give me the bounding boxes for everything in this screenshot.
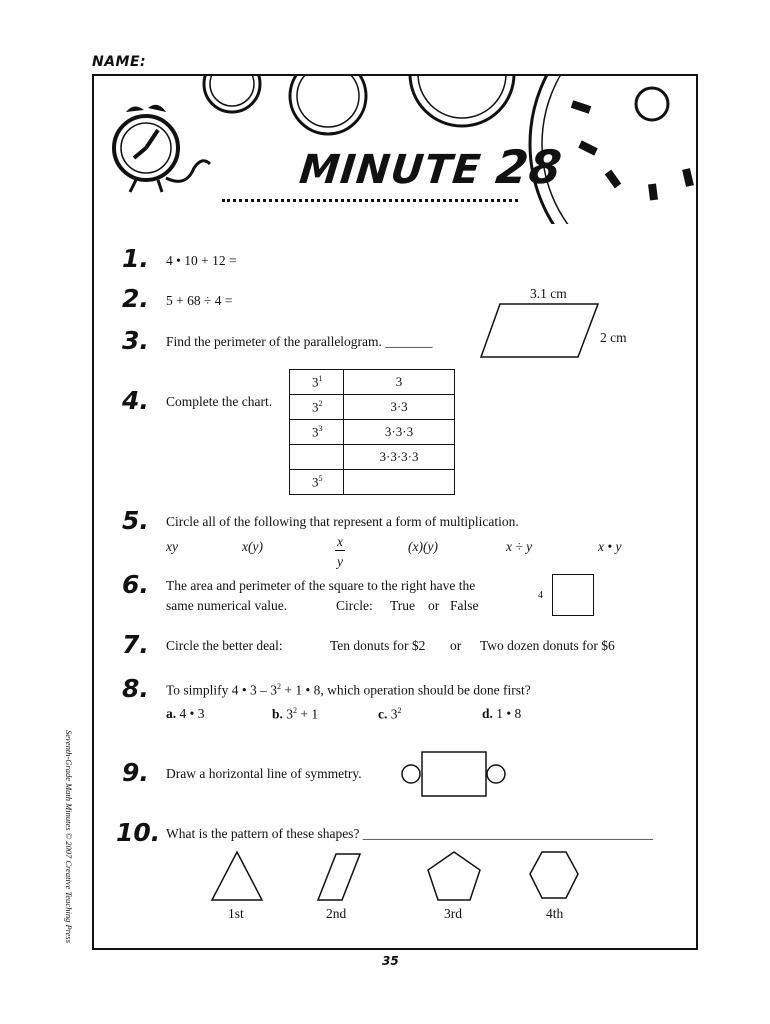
shape-label-3: 3rd [444, 906, 462, 921]
question-6-text: The area and perimeter of the square to the right have the [166, 578, 476, 593]
or-label: or [428, 598, 440, 613]
chart-row [290, 370, 455, 395]
option-x-dot-y[interactable]: x • y [598, 539, 622, 554]
false-option[interactable]: False [450, 598, 479, 613]
question-8-exponent: 2 [277, 682, 282, 691]
choice-d[interactable] [482, 706, 521, 722]
chart-expanded-cell[interactable]: 3 [344, 370, 455, 395]
chart-base: 3 [312, 399, 319, 415]
chart-exponent: 1 [318, 373, 323, 383]
choice-text: 3 [286, 706, 294, 722]
powers-chart [289, 369, 455, 495]
square-side-label: 4 [538, 590, 543, 601]
option-xy[interactable]: xy [166, 539, 178, 554]
symmetry-shape[interactable] [398, 748, 510, 800]
question-number-5: 5. [122, 506, 149, 535]
question-number-2: 2. [122, 284, 149, 313]
choice-exponent: 2 [293, 706, 298, 715]
question-number-10: 10. [116, 818, 161, 847]
or-label: or [450, 638, 462, 653]
chart-expanded-cell[interactable]: 3·3 [344, 395, 455, 420]
question-number-1: 1. [122, 244, 149, 273]
question-4-text: Complete the chart. [166, 394, 273, 409]
chart-row [290, 445, 455, 470]
choice-c[interactable] [378, 706, 402, 723]
chart-expanded-cell[interactable]: 3·3·3 [344, 420, 455, 445]
chart-row [290, 420, 455, 445]
choice-text: 4 • 3 [179, 706, 205, 721]
title-underline [222, 199, 518, 202]
title-number: 28 [493, 140, 566, 194]
chart-power-cell[interactable] [290, 445, 344, 470]
hexagon-shape [530, 852, 578, 898]
pentagon-shape [428, 852, 480, 900]
chart-power-cell[interactable] [290, 420, 344, 445]
parallelogram-shape-2 [318, 854, 360, 900]
question-number-9: 9. [122, 758, 149, 787]
chart-power-cell[interactable] [290, 470, 344, 495]
circle-label: Circle: [336, 598, 373, 613]
option-x-paren-y[interactable]: x(y) [242, 539, 263, 554]
choice-exponent: 2 [397, 706, 402, 715]
question-7-text: Circle the better deal: [166, 638, 283, 653]
question-6-text-line2: same numerical value. [166, 598, 288, 613]
question-10-text: What is the pattern of these shapes? ___________________________________________ [166, 826, 654, 841]
question-3-text: Find the perimeter of the parallelogram. _______ [166, 334, 433, 349]
side-credit: Seventh-Grade Math Minutes © 2007 Creative Teaching Press [64, 730, 74, 944]
chart-power-cell[interactable] [290, 395, 344, 420]
choice-letter: a. [166, 706, 177, 721]
chart-expanded-cell[interactable] [344, 470, 455, 495]
question-number-8: 8. [122, 674, 149, 703]
worksheet-frame [92, 74, 698, 950]
choice-text: 1 • 8 [496, 706, 522, 721]
choice-b[interactable] [272, 706, 318, 723]
shape-label-1: 1st [228, 906, 244, 921]
choice-text: 3 [390, 706, 398, 722]
page-title [297, 140, 565, 194]
option-fraction-numerator[interactable]: x [337, 534, 343, 549]
question-2-text: 5 + 68 ÷ 4 = [166, 293, 233, 308]
option-paren-x-paren-y[interactable]: (x)(y) [408, 539, 438, 554]
question-number-6: 6. [122, 570, 149, 599]
true-option[interactable]: True [390, 598, 416, 613]
chart-base: 3 [312, 424, 319, 440]
choice-a[interactable] [166, 706, 204, 722]
shape-label-2: 2nd [326, 906, 347, 921]
question-number-3: 3. [122, 326, 149, 355]
choice-letter: c. [378, 706, 388, 722]
shape-label-4: 4th [546, 906, 564, 921]
title-word: MINUTE [297, 147, 484, 193]
chart-exponent: 2 [318, 398, 323, 408]
deal-option-2[interactable]: Two dozen donuts for $6 [480, 638, 615, 653]
square-shape [552, 574, 594, 616]
chart-base: 3 [312, 474, 319, 490]
chart-base: 3 [312, 374, 319, 390]
parallelogram-side-label: 2 cm [600, 330, 627, 345]
chart-row [290, 395, 455, 420]
question-number-4: 4. [122, 386, 149, 415]
choice-letter: d. [482, 706, 493, 721]
question-8-text [166, 682, 531, 699]
chart-expanded-cell[interactable]: 3·3·3·3 [344, 445, 455, 470]
question-8-text-a: To simplify 4 • 3 – 3 [166, 682, 278, 698]
question-5-text: Circle all of the following that represent a form of multiplication. [166, 514, 519, 529]
question-1-text: 4 • 10 + 12 = [166, 253, 237, 268]
triangle-shape [212, 852, 262, 900]
page-number: 35 [382, 954, 399, 968]
question-8-text-b: + 1 • 8, which operation should be done first? [281, 682, 531, 698]
question-9-text: Draw a horizontal line of symmetry. [166, 766, 362, 781]
question-number-7: 7. [122, 630, 149, 659]
choice-tail: + 1 [297, 706, 319, 722]
deal-option-1[interactable]: Ten donuts for $2 [330, 638, 426, 653]
parallelogram-shape [478, 302, 602, 360]
chart-power-cell[interactable] [290, 370, 344, 395]
chart-row [290, 470, 455, 495]
choice-letter: b. [272, 706, 283, 722]
chart-exponent: 5 [318, 473, 323, 483]
option-x-divide-y[interactable]: x ÷ y [506, 539, 533, 554]
parallelogram-top-label: 3.1 cm [530, 286, 567, 301]
chart-exponent: 3 [318, 423, 323, 433]
name-label: NAME: [92, 54, 147, 70]
option-fraction-denominator[interactable]: y [337, 554, 343, 569]
shape-pattern [200, 846, 590, 904]
